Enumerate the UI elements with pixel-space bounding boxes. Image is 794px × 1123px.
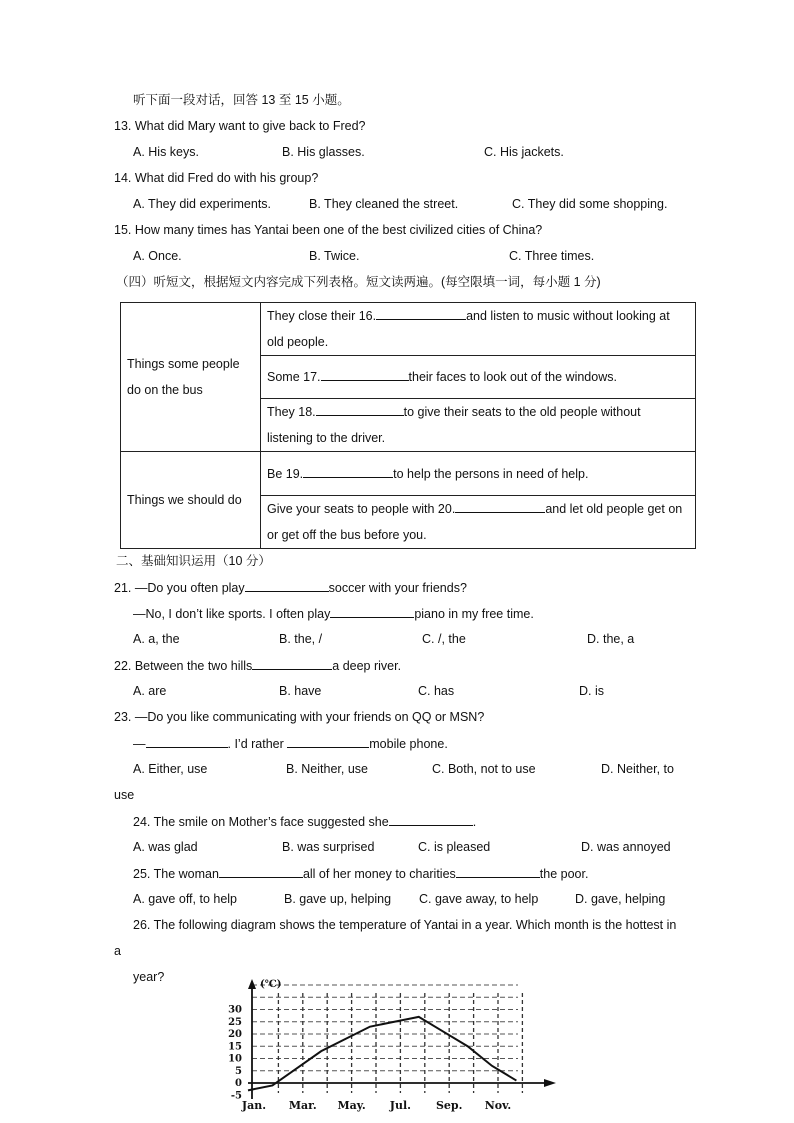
temperature-line <box>248 1017 516 1091</box>
question-14-stem: 14. What did Fred do with his group? <box>114 171 319 185</box>
blank-22[interactable] <box>252 657 332 670</box>
section-4-title: （四）听短文，根据短文内容完成下列表格。短文读两遍。(每空限填一词，每小题 1 分) <box>116 275 601 289</box>
y-tick-label: 30 <box>228 1004 242 1016</box>
y-tick-label: 25 <box>228 1016 242 1028</box>
x-tick-label: Mar. <box>288 1099 317 1112</box>
q22-option-c[interactable]: C. has <box>418 684 455 698</box>
q21-option-d[interactable]: D. the, a <box>587 632 635 646</box>
q14-option-a[interactable]: A. They did experiments. <box>133 197 272 211</box>
table-cell-16: They close their 16. and listen to music without looking at old people. <box>261 303 696 356</box>
question-23-line2: — . I’d rather mobile phone. <box>133 737 448 751</box>
y-tick-label: 0 <box>235 1078 242 1089</box>
question-26-line3: year? <box>133 970 165 984</box>
question-26-line2: a <box>114 944 121 958</box>
question-23-line1: 23. —Do you like communicating with your friends on QQ or MSN? <box>114 710 485 724</box>
question-21-line1: 21. —Do you often play soccer with your friends? <box>114 581 467 595</box>
table-cell-18: They 18. to give their seats to the old people without listening to the driver. <box>261 399 696 452</box>
question-15-stem: 15. How many times has Yantai been one of the best civilized cities of China? <box>114 223 543 237</box>
question-21-line2: —No, I don’t like sports. I often play piano in my free time. <box>133 607 534 621</box>
q25-option-d[interactable]: D. gave, helping <box>575 892 666 906</box>
q23-option-d[interactable]: D. Neither, to <box>601 762 674 776</box>
q23-option-d-wrap: use <box>114 788 135 802</box>
q24-option-b[interactable]: B. was surprised <box>282 840 375 854</box>
blank-18[interactable] <box>316 403 404 416</box>
blank-17[interactable] <box>321 368 409 381</box>
q25-option-a[interactable]: A. gave off, to help <box>133 892 238 906</box>
blank-23b[interactable] <box>287 735 369 748</box>
blank-24[interactable] <box>389 813 473 826</box>
q23-option-b[interactable]: B. Neither, use <box>286 762 368 776</box>
question-24-stem: 24. The smile on Mother’s face suggested she . <box>133 815 477 829</box>
blank-20[interactable] <box>455 500 545 513</box>
table-cell-17: Some 17. their faces to look out of the windows. <box>261 356 696 399</box>
blank-21b[interactable] <box>330 605 414 618</box>
q13-option-b[interactable]: B. His glasses. <box>282 145 365 159</box>
q24-option-c[interactable]: C. is pleased <box>418 840 491 854</box>
chart-x-ticks <box>241 1099 511 1112</box>
q21-option-c[interactable]: C. /, the <box>422 632 466 646</box>
x-tick-label: Sep. <box>435 1099 463 1112</box>
listening-instruction-13-15: 听下面一段对话，回答 13 至 15 小题。 <box>133 93 350 107</box>
q23-option-c[interactable]: C. Both, not to use <box>432 762 536 776</box>
y-tick-label: 15 <box>228 1041 242 1053</box>
q14-option-c[interactable]: C. They did some shopping. <box>512 197 668 211</box>
x-tick-label: May. <box>337 1099 366 1112</box>
blank-25b[interactable] <box>456 865 540 878</box>
q22-option-d[interactable]: D. is <box>579 684 604 698</box>
x-tick-label: Jan. <box>241 1099 267 1112</box>
question-26-line1: 26. The following diagram shows the temperature of Yantai in a year. Which month is the hottest in <box>133 918 677 932</box>
blank-23a[interactable] <box>146 735 228 748</box>
blank-19[interactable] <box>303 465 393 478</box>
blank-16[interactable] <box>376 307 466 320</box>
q13-option-a[interactable]: A. His keys. <box>133 145 199 159</box>
question-25-stem: 25. The woman all of her money to charities the poor. <box>133 867 589 881</box>
section-2-title: 二、基础知识运用（10 分） <box>116 554 271 568</box>
q25-option-c[interactable]: C. gave away, to help <box>419 892 539 906</box>
question-22-stem: 22. Between the two hills a deep river. <box>114 659 402 673</box>
q22-option-b[interactable]: B. have <box>279 684 322 698</box>
q15-option-c[interactable]: C. Three times. <box>509 249 595 263</box>
q23-option-a[interactable]: A. Either, use <box>133 762 208 776</box>
y-tick-label: 5 <box>235 1065 242 1077</box>
q25-option-b[interactable]: B. gave up, helping <box>284 892 392 906</box>
blank-25a[interactable] <box>219 865 303 878</box>
question-13-stem: 13. What did Mary want to give back to Fred? <box>114 119 366 133</box>
chart-grid <box>252 985 522 1093</box>
q15-option-a[interactable]: A. Once. <box>133 249 182 263</box>
x-tick-label: Nov. <box>484 1099 512 1112</box>
x-tick-label: Jul. <box>389 1099 412 1112</box>
y-tick-label: 10 <box>228 1053 242 1065</box>
q22-option-a[interactable]: A. are <box>133 684 167 698</box>
table-cell-19: Be 19. to help the persons in need of help. <box>261 452 696 496</box>
chart-y-ticks <box>228 1005 242 1102</box>
q21-option-b[interactable]: B. the, / <box>279 632 323 646</box>
table-cell-20: Give your seats to people with 20. and let old people get on or get off the bus before you. <box>261 496 696 549</box>
y-tick-label: 20 <box>228 1029 242 1040</box>
q24-option-d[interactable]: D. was annoyed <box>581 840 671 854</box>
y-axis-arrow <box>248 979 256 989</box>
table-row-label-bus: Things some people do on the bus <box>121 303 261 452</box>
blank-21a[interactable] <box>245 579 329 592</box>
q21-option-a[interactable]: A. a, the <box>133 632 180 646</box>
x-axis-arrow <box>544 1079 556 1087</box>
q14-option-b[interactable]: B. They cleaned the street. <box>309 197 459 211</box>
q24-option-a[interactable]: A. was glad <box>133 840 198 854</box>
table-row-label-should: Things we should do <box>121 452 261 549</box>
q13-option-c[interactable]: C. His jackets. <box>484 145 564 159</box>
listening-table <box>120 302 696 549</box>
q15-option-b[interactable]: B. Twice. <box>309 249 360 263</box>
y-axis-unit-label: (℃) <box>260 979 282 990</box>
y-tick-label: -5 <box>230 1090 242 1102</box>
temperature-chart <box>222 975 558 1115</box>
